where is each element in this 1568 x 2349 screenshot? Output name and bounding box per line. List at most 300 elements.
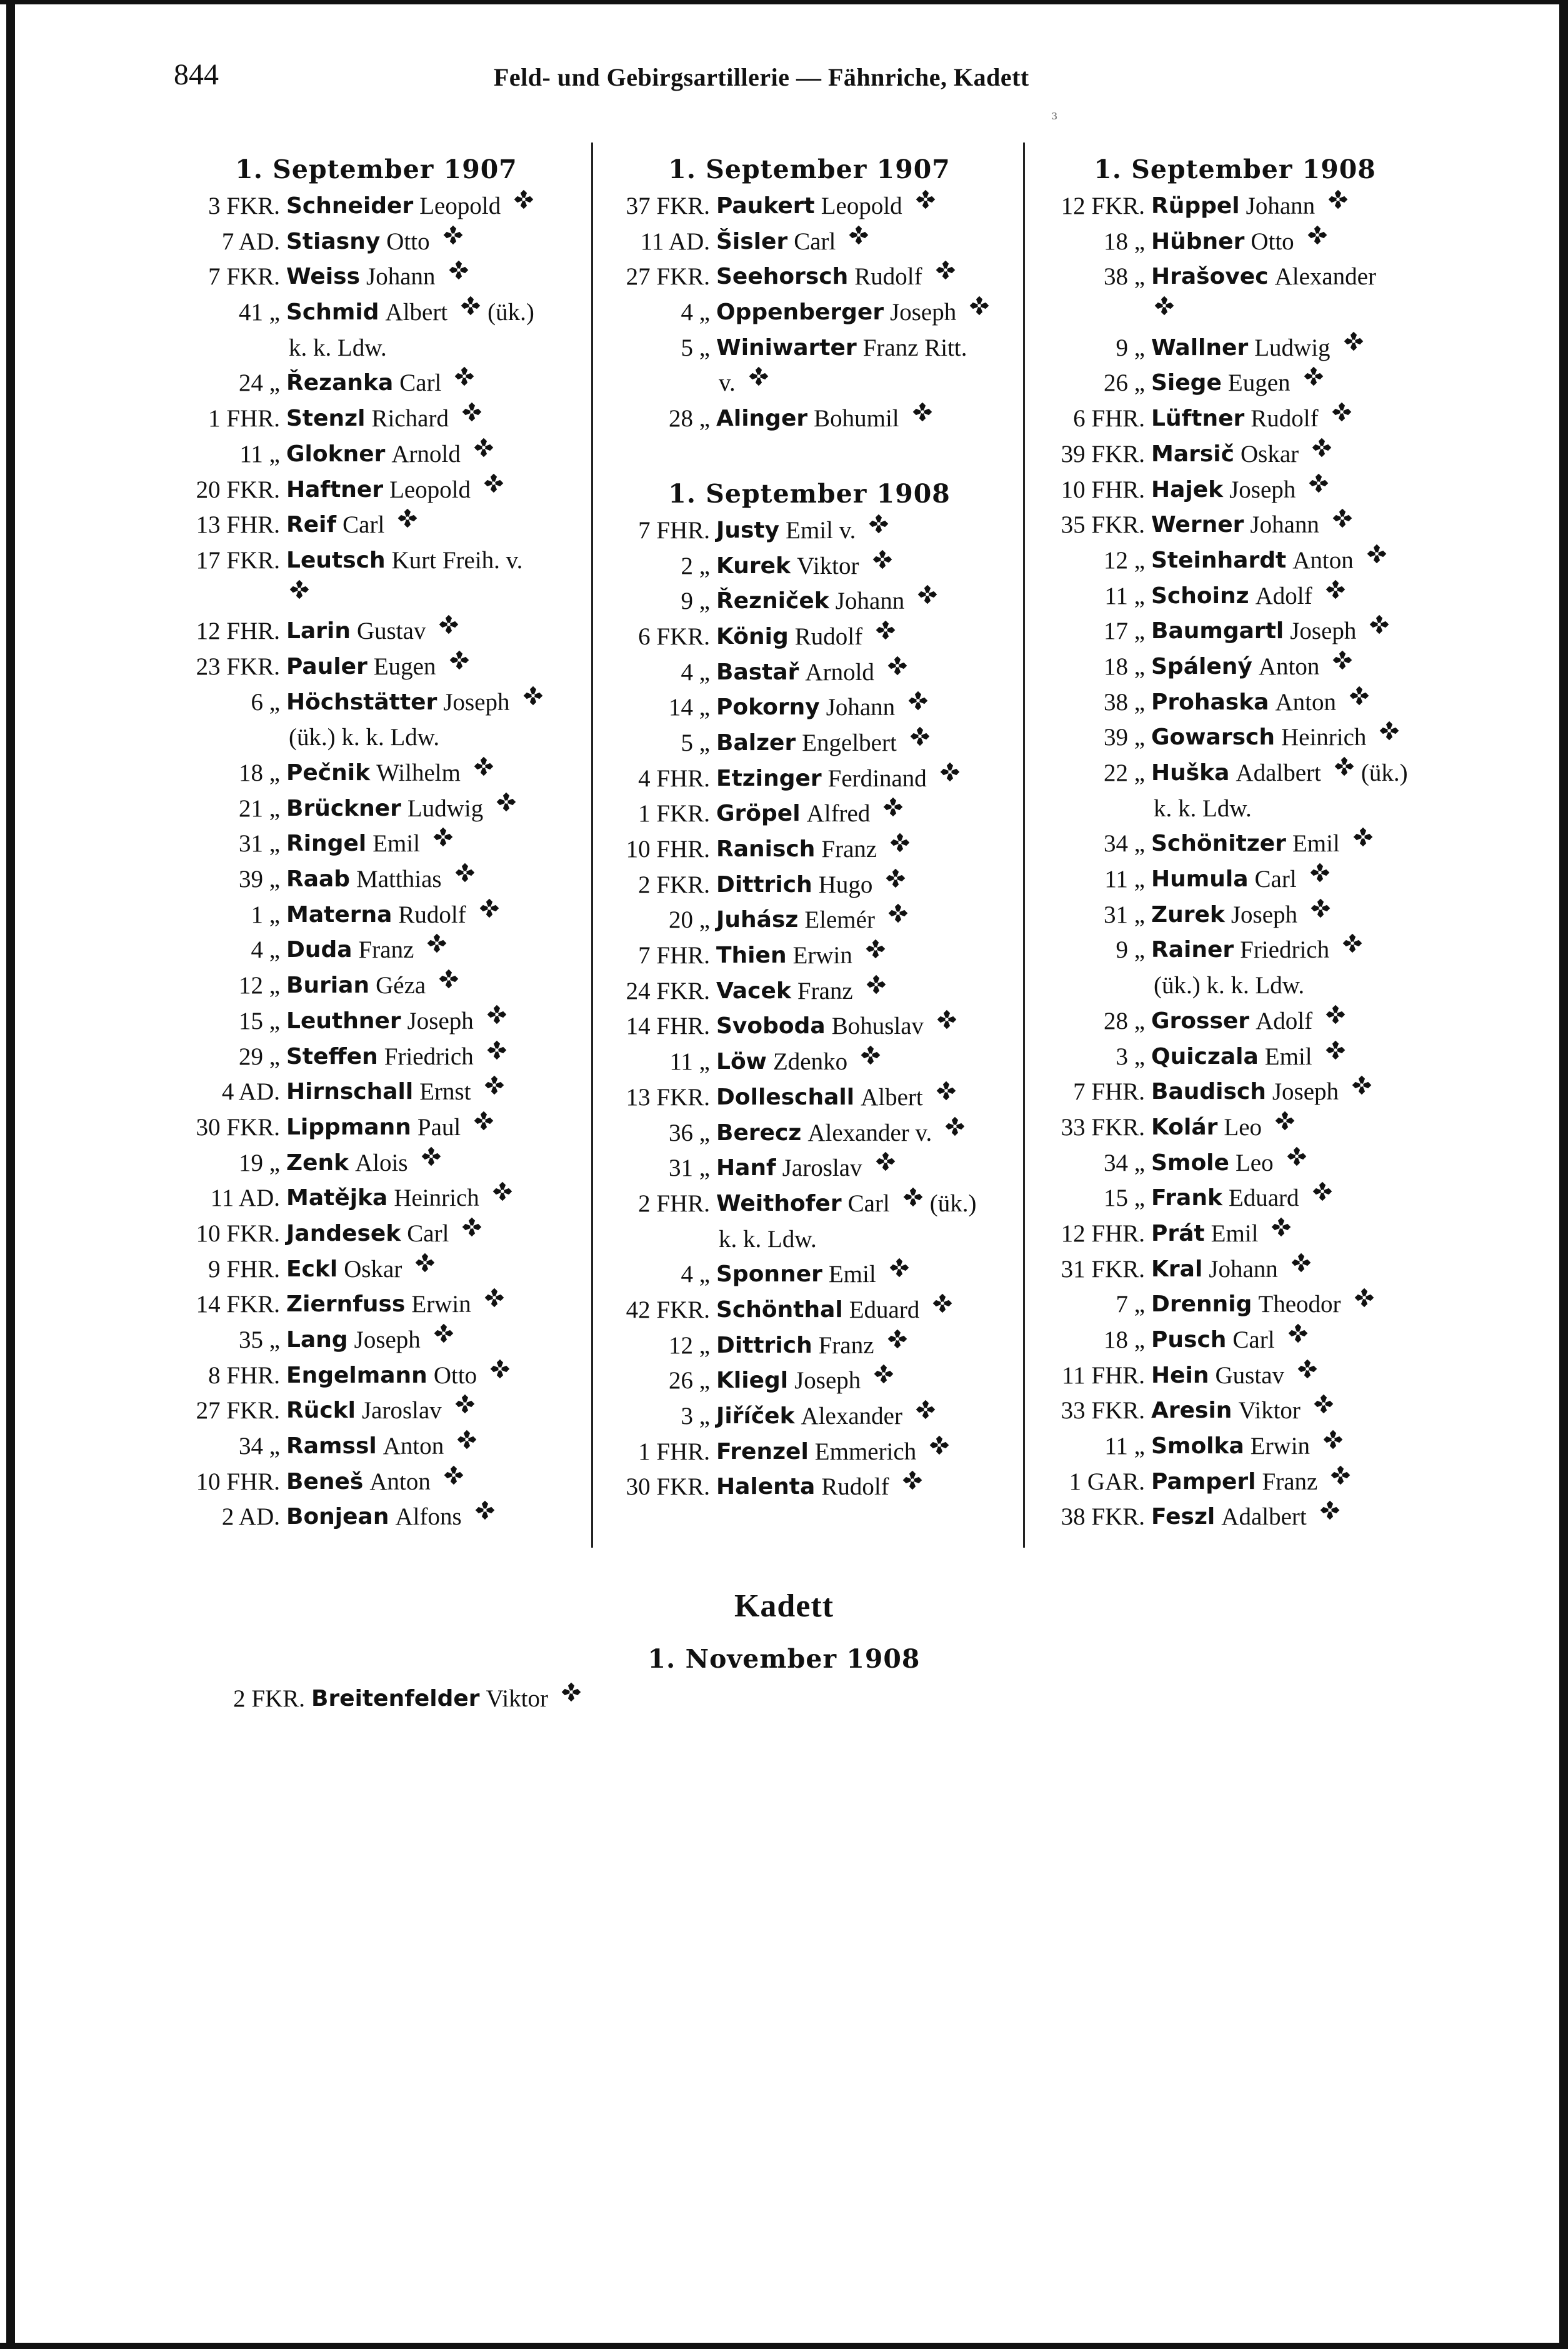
entry-row [600,1186,1019,1222]
entry-given-name: Oskar [1240,440,1299,468]
entry-surname: Schönthal [716,1296,843,1323]
entry-rank: 38 „ [1103,263,1145,291]
deceased-cross-icon [1352,826,1374,848]
entry-given-name: Franz Ritt. [862,334,967,361]
deceased-cross-icon [873,1363,894,1385]
entry-rank: 1 FHR. [638,1438,710,1465]
entry-surname: Zurek [1151,901,1225,928]
entry-rank: 14 FKR. [196,1291,280,1318]
entry-given-name: Franz [821,836,877,863]
entry-rank: 7 „ [1116,1291,1145,1318]
entry-surname: Lüftner [1151,406,1245,432]
deceased-cross-icon [1330,1465,1351,1486]
entry-surname: Kliegl [716,1368,789,1394]
entry-surname: Hübner [1151,228,1245,254]
deceased-cross-icon [1307,224,1328,246]
entry-surname: Gowarsch [1151,724,1275,751]
section-date: 1. September 1907 [235,154,517,184]
entry-surname: Duda [286,937,352,963]
deceased-cross-icon [1379,720,1400,741]
entry-surname: Schönitzer [1151,831,1286,857]
entry-rank: 5 „ [681,729,710,756]
entry-rank: 29 „ [238,1043,280,1070]
entry-rank: 30 FKR. [196,1113,280,1141]
deceased-cross-icon [492,1181,513,1202]
entry-surname: Thien [716,943,787,969]
entry-rank: 15 „ [238,1007,280,1034]
entry-row [600,690,1019,726]
entry-row [1035,508,1435,543]
entry-surname: Siege [1151,370,1222,396]
entry-rank: 4 „ [681,1261,710,1288]
entry-surname: Reif [286,512,337,538]
deceased-cross-icon [1325,1039,1346,1061]
entry-row [170,1146,582,1181]
entry-row [600,1116,1019,1151]
entry-surname: Marsič [1151,441,1234,467]
entry-rank: 1 „ [251,901,280,928]
entry-continuation [1035,295,1435,331]
entry-surname: Jandesek [286,1220,401,1246]
entry-given-name: Rudolf [794,623,863,650]
entry-surname: Spálený [1151,653,1252,679]
entry-rank: 3 „ [681,1403,710,1430]
entry-surname: Berecz [716,1119,802,1146]
entry-given-name: k. k. Ldw. [1154,794,1252,822]
entry-rank: 2 „ [681,552,710,579]
entry-given-name: Carl [342,511,385,539]
deceased-cross-icon [443,1465,464,1486]
entry-given-name: Eduard [849,1296,920,1323]
entry-rank [170,720,285,756]
entry-given-name: Carl [399,369,442,397]
entry-row [600,1399,1019,1435]
entry-surname: Steffen [286,1043,378,1069]
entry-row [600,259,1019,295]
section-date: 1. September 1907 [668,154,951,184]
entry-given-name: Alfred [806,800,871,828]
deceased-cross-icon [1309,862,1331,883]
entry-given-name: Alois [355,1149,408,1176]
entry-row [1035,331,1435,366]
entry-row [1035,933,1435,968]
entry-surname: Seehorsch [716,264,849,290]
entry-given-name: Gustav [1215,1361,1285,1389]
entry-rank: 39 „ [1103,724,1145,751]
entry-rank: 31 FKR. [1061,1255,1145,1283]
deceased-cross-icon [289,579,310,600]
entry-row [170,366,582,401]
entry-given-name: Johann [1209,1255,1278,1283]
entry-note: (ük.) [1361,759,1408,786]
entry-rank: 41 „ [238,299,280,326]
entry-given-name: Wilhelm [376,759,461,786]
deceased-cross-icon [414,1252,436,1273]
entry-given-name: Paul [417,1113,461,1141]
entry-rank: 3 „ [1116,1043,1145,1070]
deceased-cross-icon [902,1186,924,1208]
entry-row [170,685,582,721]
entry-rank: 8 FHR. [208,1361,280,1389]
entry-row [600,1009,1019,1044]
deceased-cross-icon [1308,473,1329,494]
entry-row [1035,1110,1435,1146]
entry-given-name: Leopold [821,193,902,219]
entry-row [1035,1181,1435,1216]
entry-continuation [170,331,582,366]
entry-row [600,1470,1019,1505]
entry-rank: 12 FHR. [1061,1220,1145,1247]
entry-rank: 6 FKR. [638,623,710,650]
entry-rank: 4 FHR. [638,764,710,792]
entry-surname: Ramssl [286,1433,377,1460]
entry-given-name: Alexander [801,1403,902,1430]
entry-row [170,933,582,968]
entry-rank: 26 „ [1103,369,1145,397]
entry-row [1035,579,1435,614]
entry-given-name: Adalbert [1221,1503,1307,1531]
entry-given-name: Emil [1292,830,1340,858]
entry-row [600,1328,1019,1364]
entry-row [1035,862,1435,898]
entry-surname: Leuthner [286,1008,401,1034]
entry-row [1035,189,1435,224]
entry-given-name: Joseph [1229,476,1296,503]
entry-rank: 26 „ [668,1367,710,1395]
entry-row [1035,720,1435,756]
entry-given-name: Eugen [1227,369,1291,397]
entry-surname: Feszl [1151,1504,1216,1530]
kadett-heading: Kadett [734,1588,834,1624]
entry-given-name: Erwin [411,1291,471,1318]
page-number: 844 [174,58,219,91]
entry-row [170,437,582,473]
deceased-cross-icon [1342,933,1363,954]
entry-rank: 18 „ [238,759,280,786]
entry-surname: Sponner [716,1261,822,1288]
entry-rank: 38 „ [1103,688,1145,716]
deceased-cross-icon [1274,1110,1296,1131]
deceased-cross-icon [944,1116,966,1137]
running-title: Feld- und Gebirgsartillerie — Fähnriche, Kadett [494,63,1029,91]
deceased-cross-icon [489,1358,511,1380]
deceased-cross-icon [865,938,886,959]
entry-surname: Balzer [716,729,796,756]
entry-rank: 11 „ [1104,1433,1145,1460]
deceased-cross-icon [454,1393,476,1415]
entry-given-name: Johann [835,588,905,615]
entry-row [1035,1500,1435,1535]
entry-given-name: Heinrich [1281,724,1367,751]
entry-surname: Engelmann [286,1362,427,1388]
entry-row [600,1151,1019,1186]
deceased-cross-icon [1351,1074,1372,1096]
deceased-cross-icon [460,295,481,316]
deceased-cross-icon [522,685,544,706]
entry-rank: 10 FHR. [1061,476,1145,503]
entry-surname: Hanf [716,1155,776,1181]
entry-row [170,756,582,791]
entry-given-name: (ük.) k. k. Ldw. [289,724,440,751]
entry-rank: 18 „ [1103,1326,1145,1353]
entry-row [170,1252,582,1288]
entry-surname: Pusch [1151,1327,1227,1353]
deceased-cross-icon [1271,1216,1292,1238]
entry-rank: 3 FKR. [208,193,280,219]
entry-surname: Pauler [286,653,367,679]
entry-given-name: Franz [1262,1468,1318,1495]
deceased-cross-icon [868,513,889,534]
entry-surname: Lang [286,1327,348,1353]
entry-given-name: Heinrich [394,1185,479,1212]
entry-row [1035,756,1435,791]
entry-row [600,513,1019,549]
deceased-cross-icon [875,1151,896,1172]
entry-rank [600,366,715,401]
deceased-cross-icon [936,1009,957,1030]
entry-given-name: Emil [1211,1220,1259,1247]
entry-row [1035,1323,1435,1358]
entry-rank: 12 „ [668,1331,710,1359]
entry-surname: Larin [286,618,351,644]
deceased-cross-icon [461,1216,482,1238]
deceased-cross-icon [454,862,476,883]
entry-given-name: Ernst [419,1078,471,1106]
entry-surname: Alinger [716,406,808,432]
entry-rank: 11 AD. [210,1185,280,1212]
entry-row [170,1429,582,1465]
entry-rank: 15 „ [1103,1185,1145,1212]
deceased-cross-icon [1297,1358,1318,1380]
entry-row [170,968,582,1004]
entry-surname: Dittrich [716,871,812,898]
entry-surname: Dolleschall [716,1084,855,1110]
entry-given-name: Leo [1235,1149,1274,1176]
entry-given-name: Otto [433,1361,477,1389]
entry-given-name: Rudolf [854,263,922,291]
entry-surname: Dittrich [716,1332,812,1358]
entry-given-name: k. k. Ldw. [719,1225,817,1253]
entry-rank: 9 „ [1116,334,1145,361]
deceased-cross-icon [932,1293,953,1314]
deceased-cross-icon [1332,649,1353,671]
entry-given-name: Ludwig [1254,334,1331,361]
entry-row [1035,224,1435,260]
entry-surname: Eckl [286,1256,338,1282]
deceased-cross-icon [486,1004,507,1025]
entry-given-name: Franz [818,1331,874,1359]
deceased-cross-icon [907,690,929,711]
entry-surname: Brückner [286,795,401,821]
entry-row [1035,401,1435,437]
entry-rank [170,579,285,614]
entry-surname: Oppenberger [716,299,884,326]
entry-given-name: Zdenko [772,1048,848,1076]
entry-given-name: Otto [386,228,430,255]
entry-rank: 34 „ [238,1433,280,1460]
entry-surname: Kolár [1151,1114,1218,1140]
deceased-cross-icon [496,791,517,813]
entry-surname: Gröpel [716,801,801,827]
entry-surname: Schneider [286,193,414,219]
entry-surname: Stiasny [286,228,381,254]
entry-row [1035,1252,1435,1288]
entry-surname: Stenzl [286,406,366,432]
entry-surname: Paukert [716,193,815,219]
entry-surname: Rainer [1151,937,1234,963]
entry-rank: 11 „ [1104,866,1145,893]
entry-row [170,1004,582,1039]
entry-surname: Leutsch [286,547,386,573]
entry-rank: 4 „ [681,658,710,686]
deceased-cross-icon [1291,1252,1312,1273]
entry-row [1035,473,1435,508]
entry-given-name: Friedrich [1240,936,1330,964]
entry-row [1035,685,1435,721]
entry-given-name: k. k. Ldw. [289,334,387,361]
deceased-cross-icon [1334,756,1355,777]
entry-row [1035,543,1435,579]
entry-given-name: Emil v. [786,516,856,544]
entry-rank: 37 FKR. [626,193,710,219]
entry-surname: Řezanka [286,370,394,396]
entry-surname: Šisler [716,228,788,254]
entry-given-name: Johann [826,694,896,721]
entry-given-name: Anton [382,1433,444,1460]
entry-row [1035,366,1435,401]
entry-row [600,832,1019,868]
entry-rank: 27 FKR. [196,1397,280,1425]
deceased-cross-icon [887,655,908,676]
entry-rank: 12 „ [1103,546,1145,574]
entry-row [170,1500,582,1535]
deceased-cross-icon [860,1044,881,1066]
entry-surname: Raab [286,866,351,893]
entry-row [170,791,582,827]
entry-rank: 33 FKR. [1061,1113,1145,1141]
entry-row [600,868,1019,903]
entry-rank: 27 FKR. [626,263,710,291]
entry-surname: Winiwarter [716,334,857,361]
entry-given-name: Viktor [797,552,859,579]
deceased-cross-icon [917,584,938,605]
entry-rank: 14 „ [668,694,710,721]
deceased-cross-icon [935,259,956,281]
entry-given-name: Eduard [1228,1185,1299,1212]
deceased-cross-icon [1313,1393,1334,1415]
entry-row [600,331,1019,366]
deceased-cross-icon [936,1080,957,1101]
entry-surname: Burian [286,973,370,999]
entry-row [600,1435,1019,1470]
deceased-cross-icon [1331,401,1352,423]
deceased-cross-icon [889,832,911,853]
entry-row [195,1681,582,1717]
entry-rank: 11 FHR. [1062,1361,1145,1389]
entry-rank: 11 „ [669,1048,710,1076]
entry-given-name: Anton [369,1468,431,1495]
entry-given-name: Gustav [356,618,426,645]
entry-given-name: Adalbert [1236,759,1321,786]
entry-rank: 42 FKR. [626,1296,710,1323]
entry-surname: Baumgartl [1151,618,1284,644]
entry-row [1035,1039,1435,1075]
entry-given-name: Kurt Freih. v. [391,546,523,574]
entry-surname: Zenk [286,1149,349,1176]
entry-rank: 2 FKR. [233,1685,305,1712]
entry-row [170,508,582,543]
entry-surname: Řezniček [716,588,829,614]
entry-row [170,1110,582,1146]
entry-surname: Kral [1151,1256,1203,1282]
entry-row [170,473,582,508]
deceased-cross-icon [426,933,447,954]
deceased-cross-icon [885,868,906,889]
entry-list [170,189,582,1535]
deceased-cross-icon [1322,1429,1344,1450]
entry-surname: Schmid [286,299,379,326]
entry-continuation [600,1222,1019,1258]
entry-surname: Aresin [1151,1398,1232,1424]
entry-given-name: Johann [1250,511,1319,539]
deceased-cross-icon [902,1470,923,1491]
entry-surname: Glokner [286,441,386,467]
deceased-cross-icon [454,366,475,387]
entry-surname: Juhász [716,907,799,933]
entry-row [600,1363,1019,1399]
entry-given-name: Rudolf [398,901,466,928]
entry-rank: 31 „ [238,830,280,858]
entry-rank: 22 „ [1103,759,1145,786]
entry-given-name: Joseph [407,1007,474,1034]
scan-border-right [1559,0,1568,2349]
entry-row [1035,1216,1435,1252]
entry-rank: 4 „ [251,936,280,964]
entry-rank: 11 „ [1104,582,1145,609]
entry-given-name: Adolf [1255,582,1312,609]
entry-surname: Vacek [716,978,791,1004]
entry-rank: 5 „ [681,334,710,361]
entry-surname: Frenzel [716,1438,809,1465]
entry-row [600,938,1019,974]
entry-given-name: Anton [1258,653,1320,680]
entry-rank: 4 „ [681,299,710,326]
entry-row [1035,1146,1435,1181]
entry-row [170,1074,582,1110]
entry-given-name: Joseph [443,688,510,716]
deceased-cross-icon [483,473,504,494]
entry-surname: Baudisch [1151,1079,1266,1105]
entry-surname: Frank [1151,1185,1222,1211]
entry-rank: 2 FHR. [638,1190,710,1217]
entry-row [600,974,1019,1009]
deceased-cross-icon [848,224,869,246]
entry-given-name: Friedrich [384,1043,474,1070]
entry-surname: König [716,623,789,649]
deceased-cross-icon [875,619,896,641]
deceased-cross-icon [432,826,454,848]
entry-row [170,1393,582,1429]
entry-given-name: Ferdinand [827,764,927,792]
entry-row [1035,826,1435,862]
deceased-cross-icon [909,726,931,747]
entry-rank: 13 FHR. [196,511,280,539]
entry-given-name: Albert [385,299,448,326]
deceased-cross-icon [912,401,933,423]
entry-rank: 4 AD. [221,1078,280,1106]
entry-row [600,224,1019,260]
entry-row [170,224,582,260]
